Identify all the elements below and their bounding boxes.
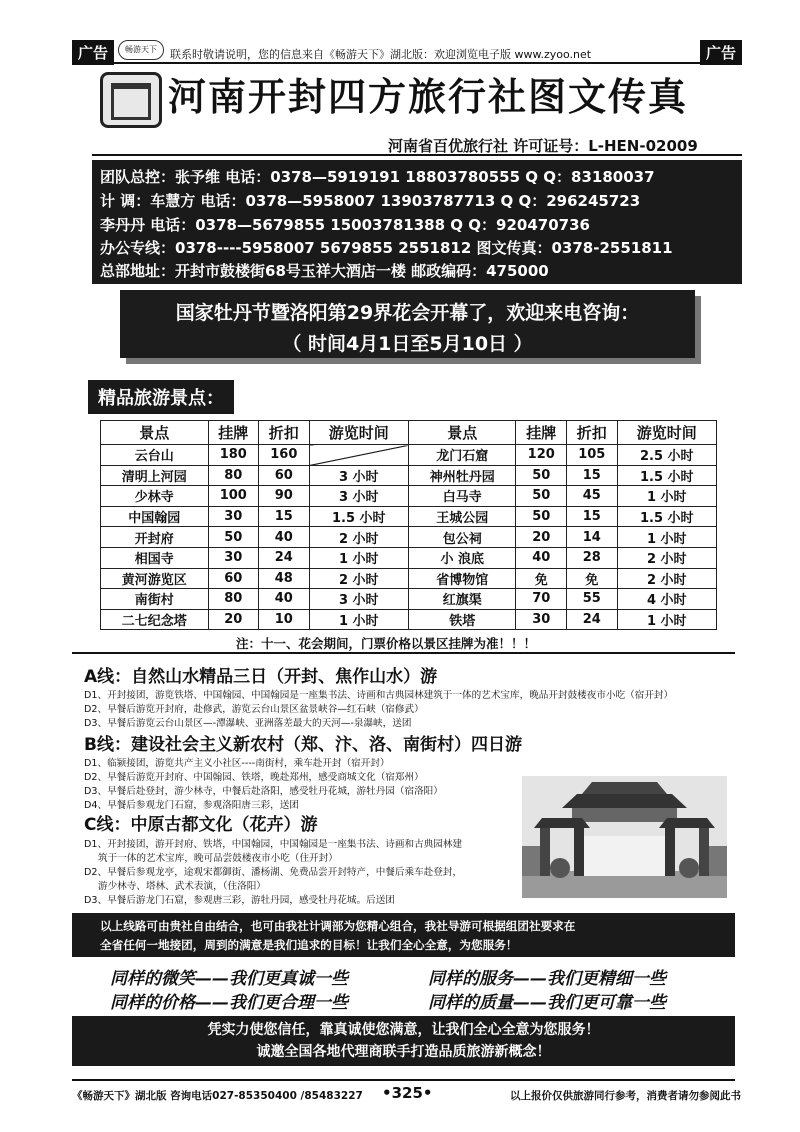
- contact-row-address: 总部地址：开封市鼓楼街68号玉祥大酒店一楼 邮政编码：475000: [100, 262, 549, 280]
- table-cell: 1 小时: [617, 609, 716, 630]
- closing-line-2: 诚邀全国各地代理商联手打造品质旅游新概念！: [256, 1044, 551, 1060]
- col-header: 折扣: [259, 421, 310, 445]
- table-cell: 90: [259, 486, 310, 507]
- table-row: [101, 568, 717, 589]
- route-c-day-3: D3、早餐后游龙门石窟，参观唐三彩，游牡丹园，感受牡丹花城。后送团: [84, 895, 395, 906]
- table-cell: 1.5 小时: [617, 465, 716, 486]
- col-header: 挂牌: [516, 421, 567, 445]
- route-b-day-2: D2、早餐后游览开封府、中国翰园、铁塔，晚赴郑州，感受商城文化（宿郑州）: [84, 772, 424, 783]
- footer-disclaimer: 以上报价仅供旅游同行参考，消费者请勿参阅此书: [510, 1090, 741, 1102]
- contact-row-office: 办公专线：0378----5958007 5679855 2551812 图文传真：0378-2551811: [100, 239, 673, 257]
- closing-box: [72, 1016, 735, 1066]
- route-c-day-1b: 筑于一体的艺术宝库，晚可品尝鼓楼夜市小吃（住开封）: [98, 853, 338, 864]
- table-cell: 48: [259, 568, 310, 589]
- table-cell: 24: [567, 609, 618, 630]
- table-row: [101, 609, 717, 630]
- route-b-day-4: D4、早餐后参观龙门石窟，参观洛阳唐三彩，送团: [84, 800, 299, 811]
- table-cell: 50: [208, 527, 259, 548]
- footer-rule: [72, 1079, 735, 1081]
- table-cell: 20: [208, 609, 259, 630]
- closing-line-1: 凭实力使您信任，靠真诚使您满意，让我们全心全意为您服务！: [207, 1022, 600, 1038]
- table-cell: 1 小时: [309, 609, 408, 630]
- table-cell: 50: [516, 465, 567, 486]
- table-cell: 2 小时: [309, 527, 408, 548]
- table-cell: 20: [516, 527, 567, 548]
- slogan-service: 同样的服务——我们更精细一些: [428, 969, 666, 989]
- table-cell: 白马寺: [408, 486, 516, 507]
- table-row: [101, 527, 717, 548]
- table-cell: 南街村: [101, 589, 209, 610]
- table-cell: 2 小时: [617, 547, 716, 568]
- table-cell: 省博物馆: [408, 568, 516, 589]
- table-cell: 3 小时: [309, 465, 408, 486]
- table-cell: 15: [259, 506, 310, 527]
- table-cell: 1 小时: [617, 486, 716, 507]
- table-cell: 10: [259, 609, 310, 630]
- table-cell: 28: [567, 547, 618, 568]
- agency-logo-icon: [100, 72, 162, 128]
- table-cell: 3 小时: [309, 486, 408, 507]
- slogan-price: 同样的价格——我们更合理一些: [110, 993, 348, 1013]
- attractions-table: [100, 420, 717, 630]
- table-cell: 160: [259, 445, 310, 466]
- festival-banner: [120, 290, 695, 358]
- route-a-title: A线：自然山水精品三日（开封、焦作山水）游: [84, 667, 438, 687]
- promo-line-1: 以上线路可由贵社自由结合，也可由我社计调部为您精心组合，我社导游可根据组团社要求在: [100, 919, 576, 933]
- table-cell: 30: [516, 609, 567, 630]
- contact-row-planner: 计 调：车慧方 电话：0378—5958007 13903787713 Q Q：296245723: [100, 192, 641, 210]
- table-cell: 1.5 小时: [309, 506, 408, 527]
- table-cell: 中国翰园: [101, 506, 209, 527]
- table-cell: 24: [259, 547, 310, 568]
- table-cell: 40: [259, 589, 310, 610]
- table-row: [101, 589, 717, 610]
- table-cell: 50: [516, 486, 567, 507]
- page-title: 河南开封四方旅行社图文传真: [168, 75, 689, 119]
- ad-tag-left: 广告: [72, 40, 114, 65]
- agency-license: 河南省百优旅行社 许可证号：L-HEN-02009: [388, 137, 698, 155]
- table-cell: 清明上河园: [101, 465, 209, 486]
- table-cell: 40: [259, 527, 310, 548]
- ad-tag-right: 广告: [700, 40, 742, 65]
- table-cell: 王城公园: [408, 506, 516, 527]
- publication-logo: 畅游天下: [118, 40, 164, 60]
- slogan-quality: 同样的质量——我们更可靠一些: [428, 993, 666, 1013]
- table-cell: 120: [516, 445, 567, 466]
- table-cell: 1 小时: [309, 547, 408, 568]
- route-c-day-2b: 游少林寺、塔林、武术表演，（住洛阳）: [98, 881, 266, 892]
- table-cell: 180: [208, 445, 259, 466]
- table-cell: 60: [259, 465, 310, 486]
- col-header: 游览时间: [309, 421, 408, 445]
- table-row: [101, 547, 717, 568]
- title-rule: [92, 154, 742, 156]
- col-header: 景点: [101, 421, 209, 445]
- slogan-smile: 同样的微笑——我们更真诚一些: [110, 969, 348, 989]
- contact-row-manager: 团队总控：张予维 电话：0378—5919191 18803780555 Q Q：83180037: [100, 168, 655, 186]
- table-cell: 55: [567, 589, 618, 610]
- route-a-day-2: D2、早餐后游览开封府，赴修武，游览云台山景区盆景峡谷—红石峡（宿修武）: [84, 704, 424, 715]
- table-cell: 4 小时: [617, 589, 716, 610]
- table-note: 注：十一、花会期间，门票价格以景区挂牌为准！！！: [236, 636, 537, 651]
- table-cell: 1 小时: [617, 527, 716, 548]
- table-cell: 免: [516, 568, 567, 589]
- table-cell: 小 浪底: [408, 547, 516, 568]
- banner-line-2: （ 时间4月1日至5月10日 ）: [282, 333, 533, 355]
- route-c-title: C线：中原古都文化（花卉）游: [84, 815, 318, 835]
- memorial-gate-photo: [522, 776, 727, 898]
- table-cell: 龙门石窟: [408, 445, 516, 466]
- routes-rule: [72, 652, 735, 654]
- table-cell: 105: [567, 445, 618, 466]
- table-cell: 二七纪念塔: [101, 609, 209, 630]
- table-row: [101, 486, 717, 507]
- table-cell: 黄河游览区: [101, 568, 209, 589]
- table-cell: 3 小时: [309, 589, 408, 610]
- route-c-day-1a: D1、开封接团，游开封府、铁塔，中国翰园，中国翰园是一座集书法、诗画和古典园林建: [84, 839, 463, 850]
- table-cell: 60: [208, 568, 259, 589]
- table-cell: 30: [208, 506, 259, 527]
- table-cell: 神州牡丹园: [408, 465, 516, 486]
- header-notice: 联系时敬请说明，您的信息来自《畅游天下》湖北版：欢迎浏览电子版 www.zyoo.net: [170, 48, 592, 61]
- col-header: 挂牌: [208, 421, 259, 445]
- route-c-day-2a: D2、早餐后参观龙亭，途观宋都御街、潘杨湖、免费品尝开封特产，中餐后乘车赴登封，: [84, 867, 463, 878]
- table-cell: 铁塔: [408, 609, 516, 630]
- promo-box: [72, 913, 735, 957]
- contact-block: [92, 160, 742, 284]
- table-cell: 30: [208, 547, 259, 568]
- table-cell: 2 小时: [309, 568, 408, 589]
- table-cell: 80: [208, 589, 259, 610]
- gate-illustration: [522, 776, 727, 898]
- table-row: [101, 465, 717, 486]
- table-body: [101, 445, 717, 630]
- promo-line-2: 全省任何一地接团，周到的满意是我们追求的目标！让我们全心全意，为您服务！: [100, 938, 518, 952]
- table-cell: 1.5 小时: [617, 506, 716, 527]
- section-title: 精品旅游景点：: [88, 380, 234, 414]
- table-cell: 15: [567, 465, 618, 486]
- table-cell: 2.5 小时: [617, 445, 716, 466]
- table-cell: 80: [208, 465, 259, 486]
- table-cell: 相国寺: [101, 547, 209, 568]
- route-a-day-1: D1、开封接团，游览铁塔、中国翰园、中国翰园是一座集书法、诗画和古典园林建筑于一体的艺术宝库，晚品开封鼓楼夜市小吃（宿开封）: [84, 690, 674, 701]
- table-cell: 14: [567, 527, 618, 548]
- route-b-title: B线：建设社会主义新农村（郑、汴、洛、南街村）四日游: [84, 735, 522, 755]
- table-cell: 50: [516, 506, 567, 527]
- table-cell: 45: [567, 486, 618, 507]
- contact-row-planner-2: 李丹丹 电话：0378—5679855 15003781388 Q Q：920470736: [100, 216, 590, 234]
- table-cell: 包公祠: [408, 527, 516, 548]
- table-cell: 开封府: [101, 527, 209, 548]
- header-rule: [72, 62, 735, 64]
- table-cell: 少林寺: [101, 486, 209, 507]
- table-cell: 红旗渠: [408, 589, 516, 610]
- table-cell: 云台山: [101, 445, 209, 466]
- table-cell: 15: [567, 506, 618, 527]
- col-header: 景点: [408, 421, 516, 445]
- route-b-day-3: D3、早餐后赴登封，游少林寺，中餐后赴洛阳，感受牡丹花城，游牡丹园（宿洛阳）: [84, 786, 443, 797]
- page-number: •325•: [382, 1084, 433, 1102]
- col-header: 折扣: [567, 421, 618, 445]
- col-header: 游览时间: [617, 421, 716, 445]
- footer-publisher: 《畅游天下》湖北版 咨询电话027-85350400 /85483227: [72, 1090, 363, 1102]
- table-cell: 免: [567, 568, 618, 589]
- route-a-day-3: D3、早餐后游览云台山景区—-潭瀑峡、亚洲落差最大的天河—-泉瀑峡，送团: [84, 718, 412, 729]
- route-b-day-1: D1、临颍接团，游览共产主义小社区----南街村，乘车赴开封（宿开封）: [84, 758, 390, 769]
- table-cell: 40: [516, 547, 567, 568]
- table-row: [101, 445, 717, 466]
- table-header-row: [101, 421, 717, 445]
- table-cell: 70: [516, 589, 567, 610]
- table-cell: 2 小时: [617, 568, 716, 589]
- table-cell: 100: [208, 486, 259, 507]
- banner-line-1: 国家牡丹节暨洛阳第29界花会开幕了，欢迎来电咨询：: [175, 302, 640, 324]
- table-row: [101, 506, 717, 527]
- table-cell: [309, 445, 408, 466]
